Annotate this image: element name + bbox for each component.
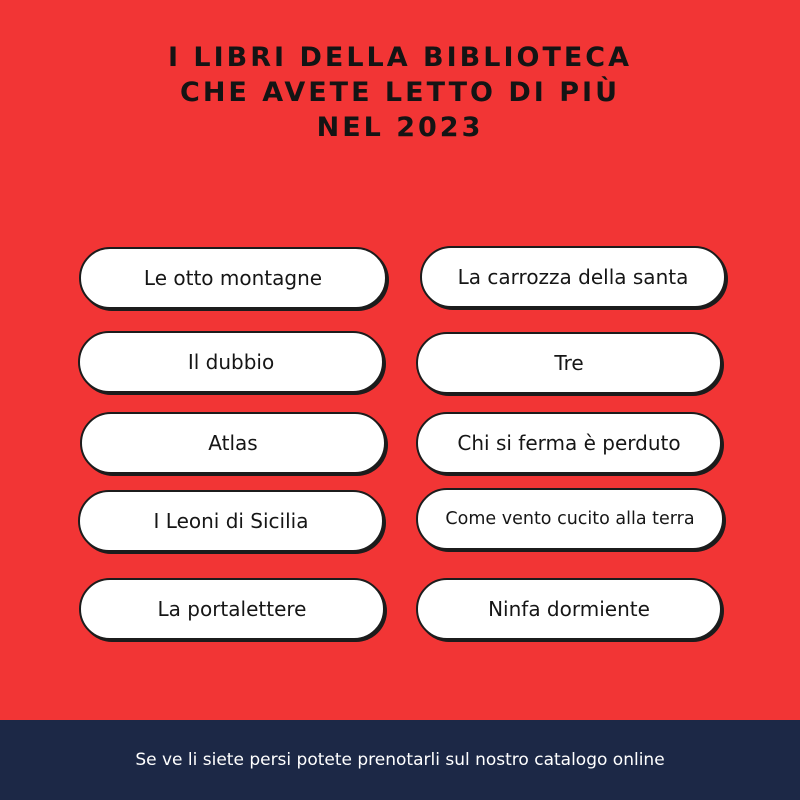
book-la-portalettere: La portalettere — [79, 578, 385, 640]
book-i-leoni-di-sicilia: I Leoni di Sicilia — [78, 490, 384, 552]
title-line-1: I LIBRI DELLA BIBLIOTECA — [167, 42, 633, 73]
title-line-3: NEL 2023 — [316, 112, 484, 143]
page-title — [0, 40, 800, 145]
book-chi-si-ferma-e-perduto: Chi si ferma è perduto — [416, 412, 722, 474]
title-line-2: CHE AVETE LETTO DI PIÙ — [180, 77, 620, 108]
book-la-carrozza-della-santa: La carrozza della santa — [420, 246, 726, 308]
book-come-vento-cucito-alla-terra: Come vento cucito alla terra — [416, 488, 724, 550]
footer-banner — [0, 720, 800, 800]
book-le-otto-montagne: Le otto montagne — [79, 247, 387, 309]
book-atlas: Atlas — [80, 412, 386, 474]
book-il-dubbio: Il dubbio — [78, 331, 384, 393]
book-tre: Tre — [416, 332, 722, 394]
footer-text: Se ve li siete persi potete prenotarli sul nostro catalogo online — [135, 750, 665, 770]
book-ninfa-dormiente: Ninfa dormiente — [416, 578, 722, 640]
